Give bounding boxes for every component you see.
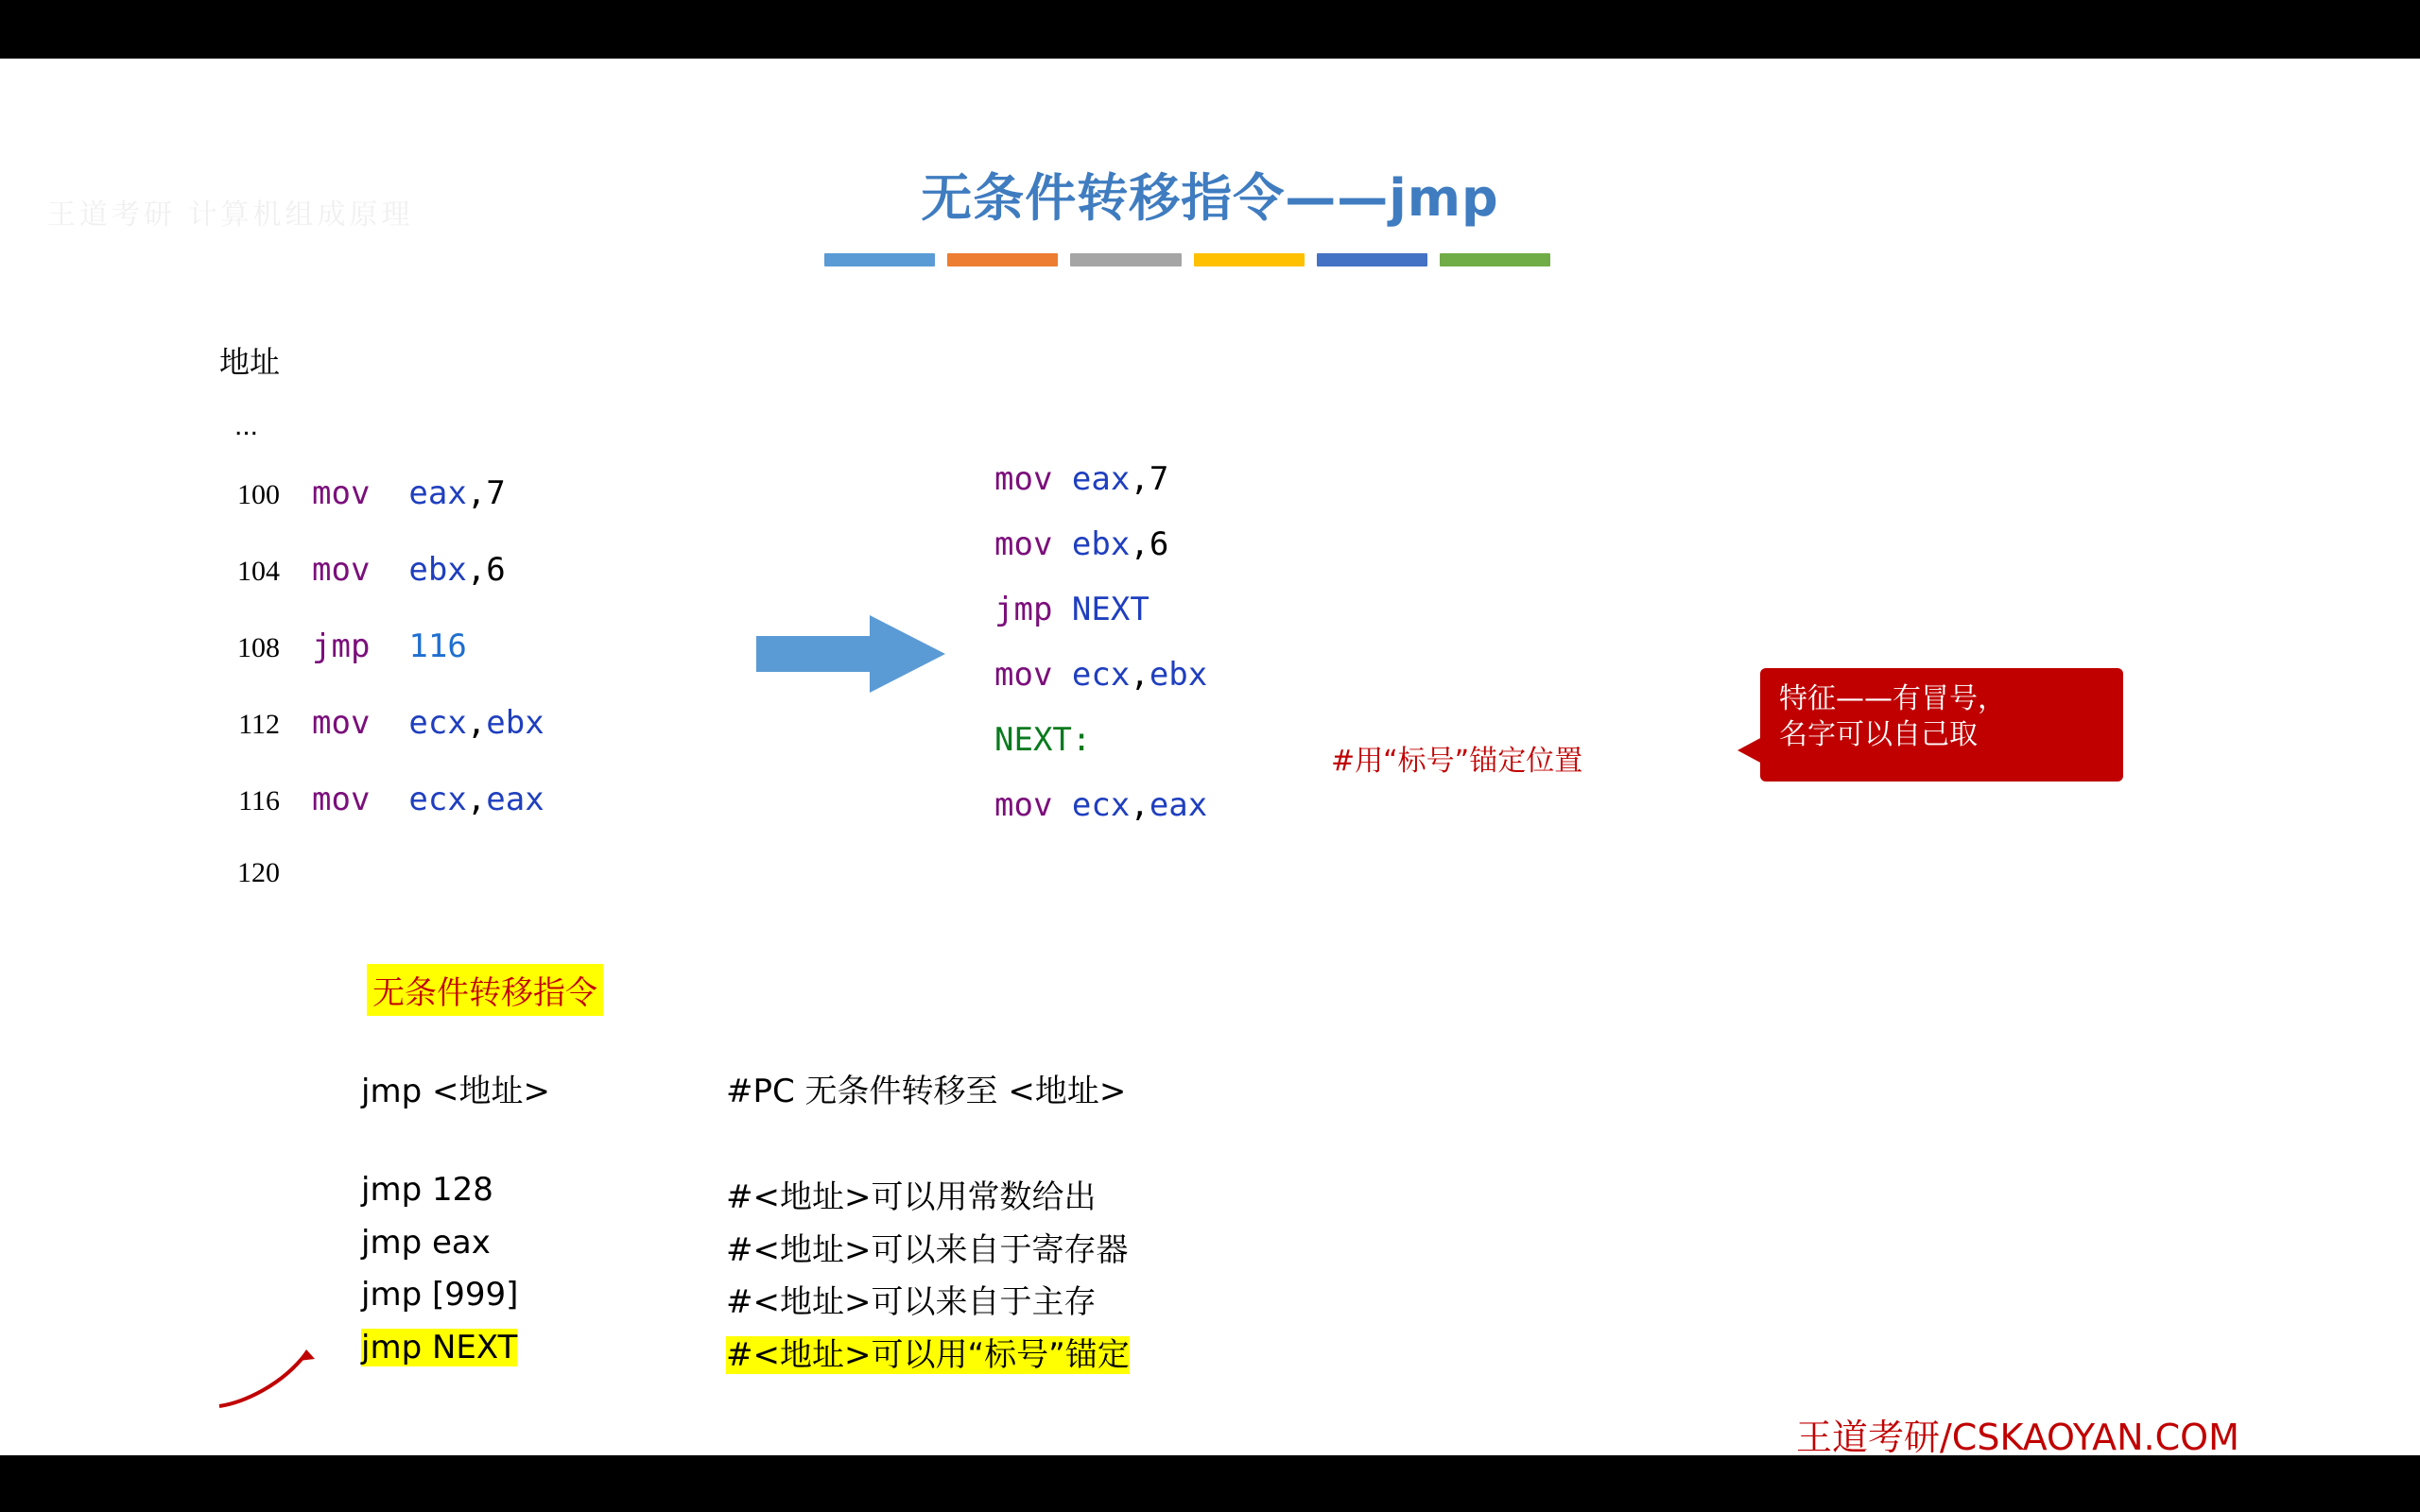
code-label: NEXT: bbox=[994, 721, 1092, 759]
code-mnemonic: mov bbox=[312, 781, 371, 818]
code-operand: ecx bbox=[1071, 656, 1131, 694]
right-listing-row bbox=[994, 786, 1207, 824]
code-comma: , bbox=[1130, 786, 1150, 824]
syntax-comment-text: #PC 无条件转移至 <地址> bbox=[726, 1073, 1127, 1110]
title-bar-5 bbox=[1317, 253, 1427, 266]
code-mnemonic: mov bbox=[312, 704, 371, 742]
instruction-address: 112 bbox=[238, 709, 280, 740]
code-operand: eax bbox=[486, 781, 544, 818]
title-bar-2 bbox=[947, 253, 1058, 266]
title-bar-4 bbox=[1194, 253, 1305, 266]
left-listing-row bbox=[219, 857, 711, 889]
code-operand: ecx bbox=[408, 781, 467, 818]
syntax-instruction bbox=[361, 1224, 491, 1262]
footer-brand: 王道考研/CSKAOYAN.COM bbox=[1796, 1417, 2239, 1458]
syntax-instruction-text: jmp eax bbox=[361, 1224, 491, 1262]
right-arrow-icon bbox=[756, 611, 945, 696]
syntax-comment-text: #<地址>可以用常数给出 bbox=[726, 1178, 1097, 1216]
right-listing-row bbox=[994, 591, 1150, 628]
instruction-text bbox=[312, 551, 506, 589]
callout-box bbox=[1760, 668, 2123, 782]
left-listing-row bbox=[219, 551, 711, 589]
title-bar-3 bbox=[1070, 253, 1181, 266]
right-listing-row bbox=[994, 721, 1091, 759]
label-annotation-text: #用“标号”锚定位置 bbox=[1331, 745, 1583, 778]
instruction-address: 108 bbox=[237, 632, 280, 663]
instruction-address: 104 bbox=[237, 556, 280, 587]
title-bar-1 bbox=[824, 253, 935, 266]
slide-canvas bbox=[0, 59, 2420, 1458]
code-operand: ecx bbox=[408, 704, 467, 742]
right-listing-row bbox=[994, 656, 1207, 694]
code-operand: eax bbox=[1071, 460, 1131, 498]
syntax-comment-text: #<地址>可以用“标号”锚定 bbox=[726, 1336, 1130, 1374]
code-operand: 6 bbox=[1149, 525, 1169, 563]
instruction-text bbox=[312, 474, 506, 512]
callout-line-1: 特征——有冒号， bbox=[1779, 682, 2006, 715]
code-operand: 6 bbox=[486, 551, 506, 589]
code-operand: ebx bbox=[1149, 656, 1208, 694]
page-title: 无条件转移指令——jmp bbox=[921, 168, 1499, 228]
syntax-instruction bbox=[361, 1329, 517, 1366]
watermark-text: 王道考研 计算机组成原理 bbox=[47, 198, 414, 232]
instruction-address: 120 bbox=[237, 857, 280, 888]
code-comma: , bbox=[466, 474, 487, 512]
code-mnemonic: mov bbox=[312, 551, 371, 589]
syntax-comment bbox=[726, 1329, 1130, 1375]
syntax-comment bbox=[726, 1065, 1126, 1111]
left-listing-row bbox=[219, 474, 711, 512]
syntax-instruction bbox=[361, 1276, 518, 1314]
code-comma: , bbox=[1130, 460, 1150, 498]
syntax-comment-text: #<地址>可以来自于主存 bbox=[726, 1283, 1097, 1321]
address-ellipsis: ... bbox=[234, 410, 259, 441]
code-operand: NEXT bbox=[1071, 591, 1150, 628]
code-operand: ebx bbox=[486, 704, 544, 742]
code-operand: eax bbox=[408, 474, 467, 512]
syntax-comment bbox=[726, 1276, 1096, 1322]
syntax-instruction bbox=[361, 1065, 550, 1111]
code-comma: , bbox=[466, 781, 487, 818]
code-comma: , bbox=[1130, 656, 1150, 694]
right-listing-row bbox=[994, 460, 1168, 498]
code-mnemonic: jmp bbox=[994, 591, 1053, 628]
address-column-header: 地址 bbox=[219, 344, 281, 380]
title-decoration-bars bbox=[824, 253, 1550, 266]
code-comma: , bbox=[1130, 525, 1150, 563]
code-operand: 116 bbox=[408, 627, 467, 665]
syntax-comment bbox=[726, 1224, 1128, 1270]
code-mnemonic: mov bbox=[994, 786, 1053, 824]
code-mnemonic: jmp bbox=[312, 627, 371, 665]
code-operand: ecx bbox=[1071, 786, 1131, 824]
left-listing-row bbox=[219, 781, 711, 818]
left-listing-row bbox=[219, 627, 711, 665]
code-mnemonic: mov bbox=[994, 525, 1053, 563]
syntax-instruction-text: jmp [999] bbox=[361, 1276, 519, 1314]
instruction-address: 100 bbox=[237, 479, 280, 510]
callout-tail bbox=[1737, 737, 1762, 764]
instruction-text bbox=[312, 704, 544, 742]
code-operand: 7 bbox=[1149, 460, 1169, 498]
code-operand: eax bbox=[1149, 786, 1208, 824]
code-operand: ebx bbox=[408, 551, 467, 589]
instruction-text bbox=[312, 627, 467, 665]
pointer-curve-icon bbox=[216, 1336, 338, 1412]
code-operand: ebx bbox=[1071, 525, 1131, 563]
section-heading: 无条件转移指令 bbox=[367, 964, 603, 1016]
syntax-instruction bbox=[361, 1171, 493, 1209]
syntax-comment bbox=[726, 1171, 1096, 1217]
syntax-instruction-text: jmp NEXT bbox=[361, 1329, 518, 1366]
code-comma: , bbox=[466, 551, 487, 589]
left-listing-row bbox=[219, 704, 711, 742]
right-listing-row bbox=[994, 525, 1168, 563]
code-mnemonic: mov bbox=[994, 656, 1053, 694]
callout-line-2: 名字可以自己取 bbox=[1779, 718, 1978, 752]
syntax-instruction-text: jmp 128 bbox=[361, 1171, 493, 1209]
instruction-address: 116 bbox=[238, 785, 280, 816]
syntax-instruction-text: jmp <地址> bbox=[361, 1073, 550, 1110]
code-mnemonic: mov bbox=[994, 460, 1053, 498]
instruction-text bbox=[312, 781, 544, 818]
title-bar-6 bbox=[1440, 253, 1550, 266]
code-operand: 7 bbox=[486, 474, 506, 512]
code-mnemonic: mov bbox=[312, 474, 371, 512]
code-comma: , bbox=[466, 704, 487, 742]
syntax-comment-text: #<地址>可以来自于寄存器 bbox=[726, 1231, 1129, 1269]
